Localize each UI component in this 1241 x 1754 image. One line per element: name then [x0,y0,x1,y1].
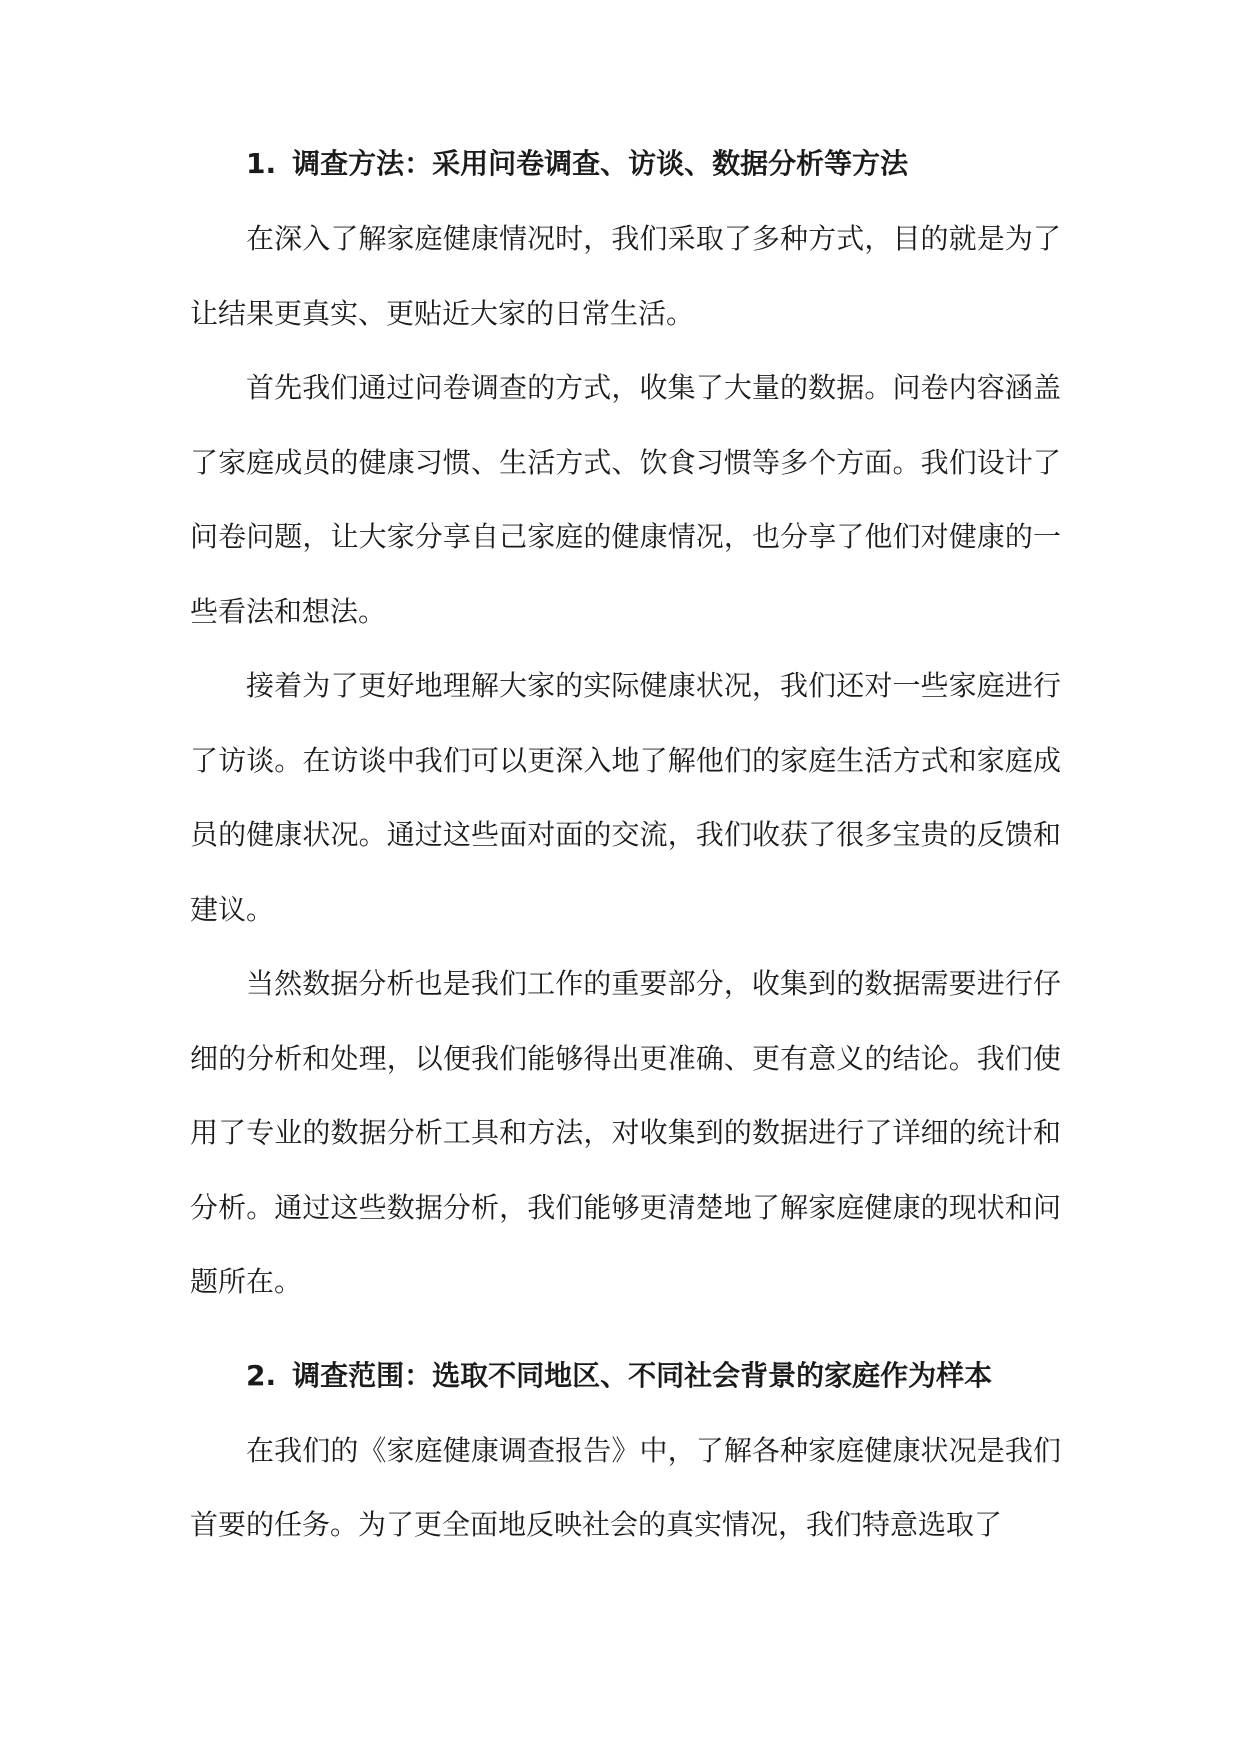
section-2-title: 调查范围：选取不同地区、不同社会背景的家庭作为样本 [292,1358,993,1392]
document-body [190,138,1061,1563]
section-1-title: 调查方法：采用问卷调查、访谈、数据分析等方法 [292,147,909,180]
section-2-heading [190,1350,1061,1402]
section-2-number: 2. [246,1358,277,1392]
section-1-number: 1. [246,147,277,180]
section-spacer [190,1320,1061,1342]
section-1-paragraph-2: 首先我们通过问卷调查的方式，收集了大量的数据。问卷内容涵盖了家庭成员的健康习惯、生活方式、饮食习惯等多个方面。我们设计了问卷问题，让大家分享自己家庭的健康情况，也分享了他们对健康的一些看法和想法。 [190,371,1061,628]
section-1-heading [190,138,1061,190]
section-1-paragraph-3: 接着为了更好地理解大家的实际健康状况，我们还对一些家庭进行了访谈。在访谈中我们可以更深入地了解他们的家庭生活方式和家庭成员的健康状况。通过这些面对面的交流，我们收获了很多宝贵的反馈和建议。 [190,669,1061,926]
section-2-paragraph-1: 在我们的《家庭健康调查报告》中，了解各种家庭健康状况是我们首要的任务。为了更全面地反映社会的真实情况，我们特意选取了 [190,1433,1061,1541]
section-1-paragraph-4: 当然数据分析也是我们工作的重要部分，收集到的数据需要进行仔细的分析和处理，以便我们能够得出更准确、更有意义的结论。我们使用了专业的数据分析工具和方法，对收集到的数据进行了详细的统计和分析。通过这些数据分析，我们能够更清楚地了解家庭健康的现状和问题所在。 [190,967,1061,1298]
section-1-paragraph-1: 在深入了解家庭健康情况时，我们采取了多种方式，目的就是为了让结果更真实、更贴近大家的日常生活。 [190,222,1061,330]
